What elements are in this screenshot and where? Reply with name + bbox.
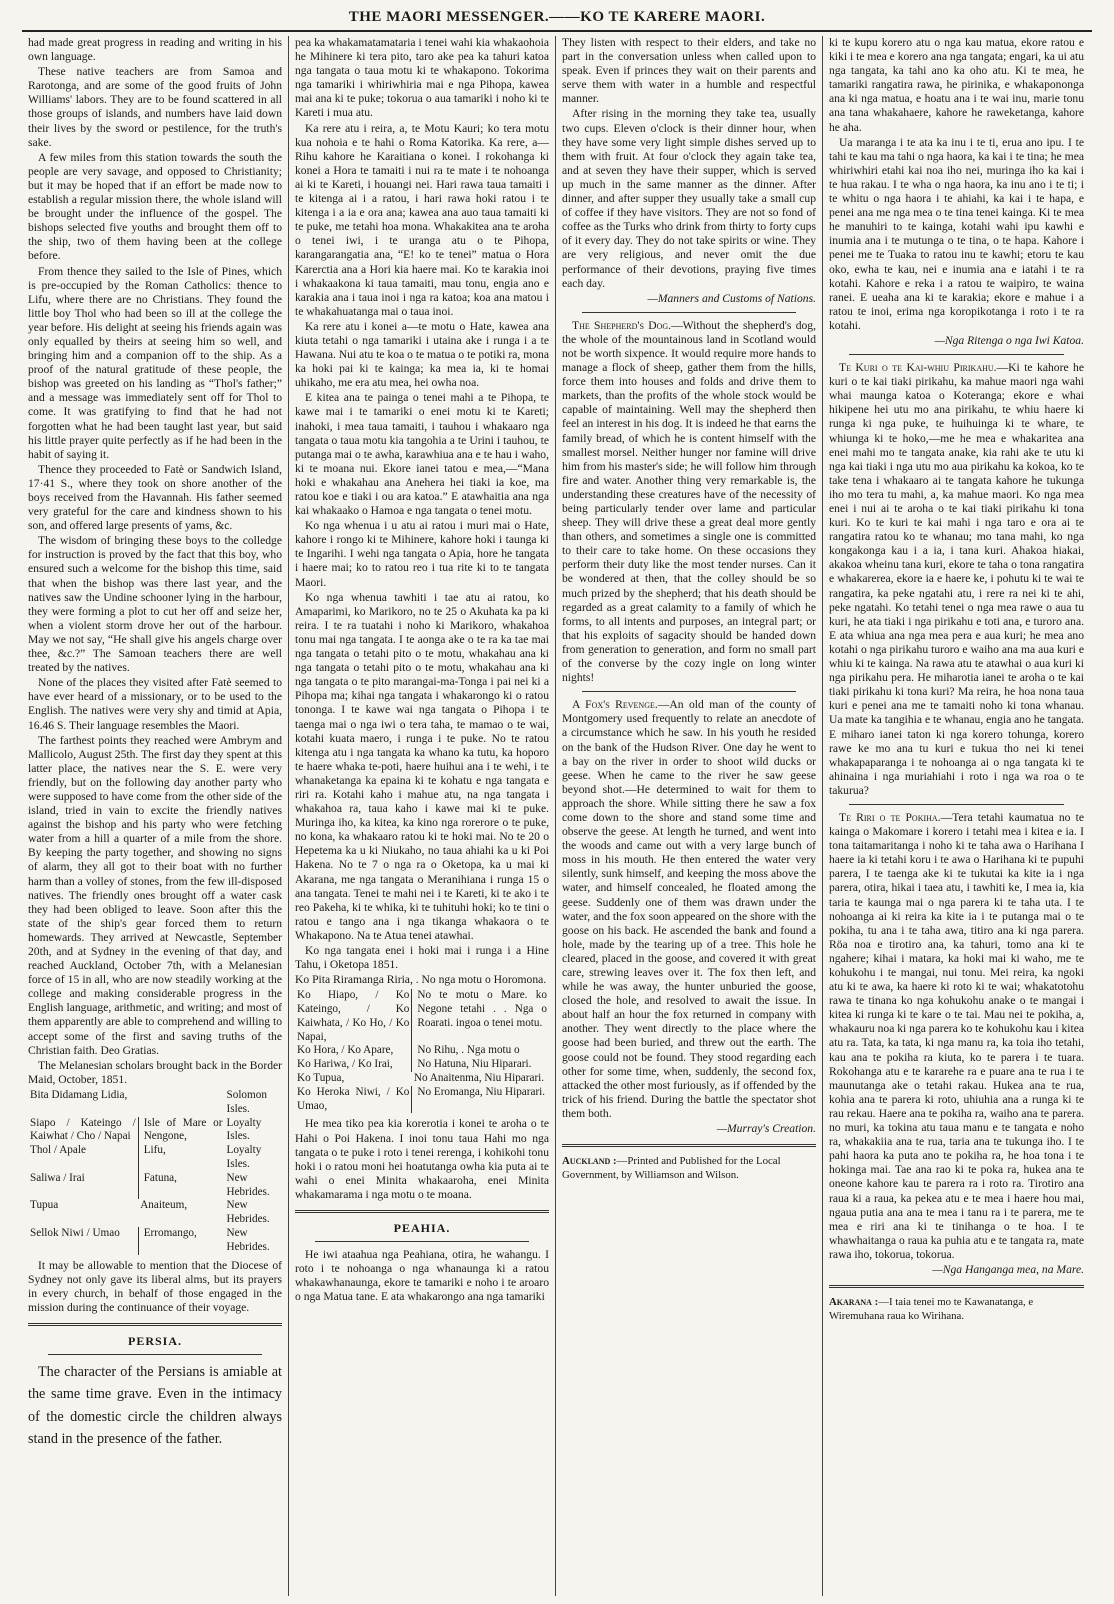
group-origin: No te motu o Mare. ko Negone tetahi . . Nga o Roarati. ingoa o tenei motu. <box>412 989 549 1044</box>
story-title: The Shepherd's Dog. <box>572 318 672 332</box>
group-origin: No Hatuna, Niu Hiparari. <box>412 1058 549 1072</box>
section-heading-persia: PERSIA. <box>127 1333 182 1348</box>
paragraph: The farthest points they reached were Ambrym and Mallicolo, August 25th. The first day they spent at this latter place, the natives near the S. E. were very friendly, but on the following day another party who were supposed to have come from the other side of the island, tried in vain to excite the friendly natives against the bishop and his party who were fetching water from a hill a quarter of a mile from the shore. By keeping the party together, and showing no signs of alarm, they all got to their boat with no further harm than a volley of stones, from the few ill-disposed natives. The friendly ones brought off a water cask they had been obliged to leave. Soon after this the state of the ship's gear forced them to return homewards. They arrived at Newcastle, September 20th, and at Sydney in the evening of that day, and reached Auckland, October 7th, with a Melanesian force of 15 in all, who are now steadily working at the college and making considerable progress in the English language, arithmetic, and writing; and most of them apparently are able to comprehend and willing to accept some of the first and saving truths of the Christian faith. Deo Gratias. <box>28 733 282 1057</box>
imprint-text: —Printed and Published for the Local Government, by Williamson and Wilson. <box>562 1155 781 1181</box>
divider <box>849 804 1064 805</box>
paragraph: had made great progress in reading and writing in his own language. <box>28 36 282 64</box>
paragraph: Ua maranga i te ata ka inu i te ti, erua ano ipu. I te tahi te kau ma tahi o nga haora, ka kai i te tina; he mea whiriwhiri etahi kai noa iho nei, muringa iho ka kai i te hua rakau. I te wha o nga haora, ka inu ano i te ti; i te whitu o nga haora i te ahiahi, ka kai i te hapa, e penei ana me nga mea o te tina tenei kainga. Ki te mea he manuhiri to te kainga, kotahi wahi ipu kawhi e inumia ana i te mutunga o te tina, o te hapa. Kahore i penei me te Tuaka to ratou inu te kawhi; etoru te kau oko, ewha te kau, nei e inumia ana e iatahi i te ra kotahi. Kahore e reka i a ratou te waipiro, te waina ranei. E ueaha ana ki te karakia; ekore e mahue i a ratou te inoi, erima nga koropikotanga i roto i te ra kotahi. <box>829 135 1084 332</box>
table-row <box>295 1072 549 1086</box>
table-row <box>28 1227 282 1255</box>
scholar-place: Erromango, <box>138 1227 224 1255</box>
paragraph: They listen with respect to their elders, and take no part in the conversation unless when called upon to speak. Even if princes they wait on their parents and serve them with water in a humble and respectful manner. <box>562 36 816 106</box>
divider <box>295 1210 549 1213</box>
imprint <box>829 1296 1084 1323</box>
paragraph: It may be allowable to mention that the Diocese of Sydney not only gave its liberal alms, but its prayers in every church, in behalf of those engaged in the mission during the continuance of their voyage. <box>28 1258 282 1314</box>
paragraph: Ko nga whenua tawhiti i tae atu ai ratou, ko Amaparimi, ko Marikoro, no te 25 o Akuhata ka pa ki reira. I te ra tuatahi i noho ki Marikoro, whakahoa tonu mai nga tangata. I te aonga ake o te ra ka tae mai nga tangata o tetahi pito o te motu, whakahau ana ki nga tangata o tetahi pito o te motu, whakahau ana ki nga tangata o te pito marangai-ma-Tonga i pai nei ki a Pihopa ma; kihai nga tangata i whakarongo ki o ratou tononga. I te kawe wai nga tangata o Pihopa i te taenga mai o nga iwi o tera taha, te mamao o te wai, kotahi kuata maero, i runga i te puke. No te ratou kitenga atu i nga tangata ka whano ka tutu, ka hoporo te haere whaka te-poti, haere huihui ana i te wehi, i te whanaketanga ka epaina ki te kohatu e nga tangata e riri ra. Kotahi kaho i mahue atu, na nga tangata i whakahoa ra, taua kaho i kawe mai ki te puke. Muringa iho, ka kitea, ka kino nga rorerore o te puke, no kona, ka whakaaro ratou ki te hoki mai. No te 20 o Hepetema ka u ki Niukaho, no taua ahiahi ka u ki Poi Hakena. No te 7 o nga ra o Oketopa, ka u mai ki Akarana, me nga tangata o Meranihiana i runga 15 o ana tangata. Tenei te mahi nei i te Kareti, ki te ako i te reo Pakeha, ki te whika, ki te tuhituhi hoki; ko te tini o ratou e tango ana i nga tikanga whakaora o te Whakapono. Na te Atua tenei atawhai. <box>295 590 549 942</box>
divider <box>28 1323 282 1326</box>
paragraph: Ka rere atu i konei a—te motu o Hate, kawea ana kiuta tetahi o nga tamariki i utaina ake i runga i a te Hawana. Nui atu te koa o te matua o te potiki ra, mona ka hoki pai ki te kainga; ka mea ia, ki te homai uhikaho, me era atu mea, hei owha noa. <box>295 319 549 390</box>
divider <box>829 1285 1084 1288</box>
scholar-region: New Hebrides. <box>226 1226 270 1253</box>
scholars-table <box>28 1089 282 1255</box>
paragraph: Ka rere atu i reira, a, te Motu Kauri; ko tera motu kua nohoia e te hahi o Roma Katorika. Ka rere, a—Rihu kahore he Karaitiana o konei. I rokohanga ki konei a Hora te tamaiti i nui ra te mate i te nohoanga ai ki te Kareti, i houangi nei. Hari rawa taua tamaiti i te kitenga ai i a ratou, i hari rawa hoki ratou i te kitenga i a ia e ora ana; kawea ana auo taua tamaiti ki te puke, me tetahi hoa mona. Whakakitea ana te aroha o tenei iwi, i te uranga atu o te Pihopa, karangarangatia ana, “E! ko te tenei” matua o Hora Karerctia ana a Hori kia haere mai. Ko te karakia inoi i whakaakona ki taua tamaiti, mau tonu, engia ano e karakia ana i taua inoi i nga ra katoa; koa ana matou i te whakahuatanga mai o taua inoi. <box>295 121 549 318</box>
scholar-names: Sellok Niwi / Umao <box>30 1226 120 1239</box>
columns <box>22 36 1092 1596</box>
paragraph: E kitea ana te painga o tenei mahi a te Pihopa, te kawe mai i te tamariki o enei motu ki te Kareti; inahoki, i mea taua tamaiti, i tauhou i whakaaro nga tangata o taua motu kia tangohia a te Urini i tauhou, te putanga mai o te awha, karawhiua ana e te hau i waho, ki te moana nui. Ekore ianei tatou e mea,—“Mana hoki e whakahau ana Anehera hei tiaki ia koe, ma ratou koe e tiaki i ou ara katoa.” E atawhaitia ana nga kai whakaako o Hamoa e nga tangata o tenei motu. <box>295 391 549 518</box>
divider <box>315 1241 529 1242</box>
paragraph: Thence they proceeded to Fatè or Sandwich Island, 17·41 S., where they took on shore another of the boys received from the Havannah. His father seemed very grateful for the care and kindness shown to his son, and offered large presents of yams, &c. <box>28 462 282 533</box>
imprint-place: Akarana : <box>829 1296 879 1309</box>
column-4-maori-stories <box>823 36 1090 1596</box>
credit: —Manners and Customs of Nations. <box>647 291 816 305</box>
credit: —Murray's Creation. <box>716 1122 816 1136</box>
story-riri-pokiha <box>829 811 1084 1262</box>
group-names: Ko Heroka Niwi, / Ko Umao, <box>297 1085 410 1112</box>
story-title: Te Riri o te Pokiha. <box>839 810 941 824</box>
group-origin: No Rihu, . Nga motu o <box>412 1044 549 1058</box>
story-text: —Without the shepherd's dog, the whole of the mountainous land in Scotland would not be worth sixpence. It would require more hands to manage a flock of sheep, gather them from the hills, force them into houses and folds and drive them to markets, than the profits of the whole stock would be capable of maintaining. Well may the shepherd then feel an interest in his dog. It is indeed he that earns the family bread, of which he is content himself with the smallest morsel. Neither hunger nor famine will drive him from his master's side; he will follow him through fire and water. Another thing very remarkable is, the understanding these creatures have of the necessity of being particularly tender over lame and particular sheep. They will drive these a great deal more gently than others, and sometimes a single one is committed to their care to take home. On these occasions they perform their duty like the most tender nurses. Can it be wondered at then, that the colley should be so much prized by the shepherd; that his death should be regarded as a great calamity to a family of which he forms, to all intents and purposes, an integral part; or that his exploits of sagacity should be handed down from generation to generation, and form no small part of the converse by the cozy ingle on long winter nights! <box>562 318 816 685</box>
story-title: Te Kuri o te Kai-whiu Pirikahu. <box>839 361 997 375</box>
scholar-region: Solomon Isles. <box>226 1088 267 1115</box>
scholar-place: Anaiteum, <box>140 1199 188 1212</box>
column-3-english-stories <box>556 36 823 1596</box>
story-text: —Tera tetahi kaumatua no te kainga o Makomare i korero i tetahi mea i kitea e ia. I tona taitamaritanga i noho ki te taha awa o Harihana I haere ia ki tetahi koru i te awa o Harihana ki te pupuhi parera, I te taenga ake ki te tukutai ka kite ia i nga parera, otira, hikai i taea atu, i tawhiti ke, I mea ia, kia taria te kaunga mai o nga parera ki te taha uta. I te nohoanga ai ki reira ka kite ia i te putanga mai o te pokiha, tu ana i te taha awa, titiro ana ki nga parera. Röa noa e tirotiro ana, ka tahuri, tomo ana ki te ngahere; kihai i matara, ka hoki mai ki waho, me te kohukohu i te mangai, nui tonu. Mei reira, ka ngoki atu ki te awa, ka haere ki roto ki te wai; whakatotohu rawa te tinana ko nga kohukohu anake o te mangai i kitea ki runga ki te kare o te tai. Mau nei te pokiha, a, whakauru noa ki nga parera ko te kohukohu kau i kitea atu ra. Tata, ka tata, ki nga manu ra, ka toia iho tetahi, kau ana te pokiha ra kiuta, ko te parera i te tuara. Rokohanga atu e te kararehe ra e puare ana te rua i te maunutanga ake o tetahi rakau. Hukea ana te rua, kohia ana te parera ki roto, uhiuhia ana a runga ki te rau rekau. Haere ana te pokiha ra, waiho ana te parera. no muri, ka tokina atu taua manu e te tangata e noho ra, whakakiia ana te rua, taria ana te tukunga iho. I te pahi haora ka puta ano te pokiha ra, he hoa tona i te hokinga mai. Tae ana rao ki te poka ra, hukea ana te oneone kahore kau te parera ra i roto ra. Tirotiro ana raua ki a raua, ka pekea atu e te mea i haere hou mai, ngaua putia ana ana te mea i tanu ra i te parera, me te mea e riri ana ki te tinihanga o te hoa. I te whawhaitanga o raua ka puhia atu e te tangata ra, mate rawa iho, tokorua, tokorua. <box>829 810 1084 1261</box>
paragraph: The wisdom of bringing these boys to the colledge for instruction is proved by the fact that this boy, who ensured such a welcome for the bishop this time, said that when the bishop was there last year, and the natives saw the Undine schooner lying in the harbour, they were forming a plot to cut her off and seize her, when a violent storm drove her out of the harbour. May we not say, “He shall give his angels charge over thee, &c.?” The Samoan teachers there are well treated by the natives. <box>28 534 282 675</box>
column-1-english-mission <box>22 36 289 1596</box>
divider <box>562 1144 816 1147</box>
credit: —Nga Ritenga o nga Iwi Katoa. <box>934 333 1084 347</box>
table-row <box>28 1144 282 1172</box>
table-row <box>28 1172 282 1200</box>
divider <box>48 1354 262 1355</box>
paragraph: These native teachers are from Samoa and Rarotonga, and are some of the good fruits of John Williams' labors. They are to be found scattered in all those groups of islands, and numbers have laid down their lives by the sword or pestilence, for the truth's sake. <box>28 65 282 149</box>
table-row <box>295 989 549 1044</box>
imprint-text: —I taia tenei mo te Kawanatanga, e Wiremuhana raua ko Wirihana. <box>829 1296 1034 1322</box>
story-title: A Fox's Revenge. <box>572 698 658 712</box>
scholar-names: Saliwa / Irai <box>30 1171 85 1184</box>
divider <box>582 691 796 692</box>
paragraph: Ko nga whenua i u atu ai ratou i muri mai o Hate, kahore i rongo ki te Mihinere, kahore hoki i taunga ki te Ingarihi. I wehi nga tangata o Apia, hore he tangata i haere mai; ko to ratou reo i tua rite ki to te tangata Maori. <box>295 519 549 589</box>
table-row <box>295 1058 549 1072</box>
scholar-names: Siapo / Kateingo / Kaiwhat / Cho / Napai <box>30 1116 136 1143</box>
group-names: Ko Hora, / Ko Apare, <box>297 1044 394 1057</box>
scholar-region: Loyalty Isles. <box>226 1116 262 1143</box>
paragraph: Ko nga tangata enei i hoki mai i runga i a Hine Tahu, i Oketopa 1851. <box>295 944 549 972</box>
paragraph: The Melanesian scholars brought back in the Border Maid, October, 1851. <box>28 1058 282 1086</box>
scholar-place <box>138 1089 224 1117</box>
divider <box>582 312 796 313</box>
group-names: Ko Hiapo, / Ko Kateingo, / Ko Kaiwhata, / Ko Ho, / Ko Napai, <box>297 989 410 1043</box>
scholar-names: Thol / Apale <box>30 1144 86 1157</box>
group-origin: No Eromanga, Niu Hiparari. <box>412 1086 549 1114</box>
scholar-region: New Hebrides. <box>226 1171 270 1198</box>
scholar-place: Lifu, <box>138 1144 224 1172</box>
table-row <box>28 1089 282 1117</box>
scholar-place: Isle of Mare or Nengone, <box>138 1117 224 1145</box>
group-names: Ko Tupua, <box>297 1072 345 1085</box>
paragraph: He mea tiko pea kia korerotia i konei te aroha o te Hahi o Poi Hakena. I inoi tonu taua Hahi mo nga tangata o te puke i roto i tenei rerenga, i kohikohi tonu hoki i o ratou moni hei hoatutanga owha kia puta ai te wahi o enei Minita whakaaroha, enei Minita whakamarama i nga motu o te moana. <box>295 1117 549 1201</box>
imprint-place: Auckland : <box>562 1155 617 1168</box>
story-text: —An old man of the county of Montgomery used frequently to relate an anecdote of a circumstance which he saw. In his youth he resided on the bank of the Hudson River. One day he went to a bay on the river in order to shoot wild ducks or geese. When he came to the river he saw geese beyond shot.—He determined to wait for them to approach the shore. While sitting there he saw a fox come down to the shore and stand some time and observe the geese. At length he turned, and went into the woods and came out with a very large bunch of moss in his mouth. He then entered the water very silently, sunk himself, and keeping the moss above the water, and himself concealed, he floated among the geese. Suddenly one of them was drawn under the water, and the fox soon appeared on the shore with the goose on his back. He ascended the bank and found a hole, made by the tearing up of a tree. This hole he cleared, placed in the goose, and covered it with great care, strewing leaves over it. The fox then left, and while he was away, the hunter unburied the goose, closed the hole, and resolved to await the issue. In about half an hour the fox returned in company with another. They went directly to the place where the goose had been buried, and threw out the earth. The goose could not be found. They stood regarding each other for some time, when, suddenly, the second fox, attacked the other most furiously, as if offended by the trick of his friend. During the battle the spectator shot them both. <box>562 698 816 1120</box>
group-origin: No Anaitenma, Niu Hiparari. <box>413 1072 545 1085</box>
story-shepherds-dog <box>562 319 816 685</box>
masthead: THE MAORI MESSENGER.——KO TE KARERE MAORI. <box>22 8 1092 32</box>
scholar-region: New Hebrides. <box>226 1199 270 1226</box>
paragraph: He iwi ataahua nga Peahiana, otira, he wahangu. I roto i te nohoanga o nga whanaunga ki a ratou whakawhanaunga, ekore te tamariki e noho i te aroaro o nga Matua tane. E ata whakarongo ana nga tamariki <box>295 1248 549 1304</box>
story-fox-revenge <box>562 698 816 1121</box>
scholar-names: Tupua <box>30 1199 59 1212</box>
column-2-maori-mission <box>289 36 556 1596</box>
group-names: Ko Hariwa, / Ko Irai, <box>297 1058 393 1071</box>
names-heading: Ko Pita Riramanga Riria, . No nga motu o Horomona. <box>295 973 547 987</box>
table-row <box>295 1044 549 1058</box>
paragraph: ki te kupu korero atu o nga kau matua, ekore ratou e kiki i te mea e korero ana nga tangata; engari, ka ui atu nga tangata, ka tahi ano ka oho atu. Ki te mea, he tamariki rangatira rawa, he pirinika, e whakapononga ana ki nga matua, e hoatu ana i te wai inu, marie tonu ana tana whakahaere, kahore he raweketanga, kahore he aha. <box>829 36 1084 134</box>
paragraph: From thence they sailed to the Isle of Pines, which is pre-occupied by the Roman Catholics: thence to Lifu, where there are no Christians. They found the little boy Thol who had been so ill at the college the year before. His delight at seeing his friends again was only equalled by theirs at seeing him so well, and bringing him and a companion off to the ship. As a proof of the natural gratitude of these people, the bishop was greeted on his landing as “Thol's father;” and a message was immediately sent off for Thol to come. It was gratifying to find that he had not forgotten what he had been taught last year, but said his little prayer quite perfectly as if he had been in the habit of saying it. <box>28 264 282 461</box>
divider <box>849 354 1064 355</box>
story-text: —Ki te kahore he kuri o te kai tiaki pirikahu, ka mahue maori nga wahi whai maunga katoa o Koteranga; ekore e whai hikipene hei utu mo ana pirikahu, te whiu haere ki runga ki nga puke, te huihuinga ki te whare, te whiunga ki te hoko,—me he mea e whakaritea ana enei mahi mo te tangata anake, kia rahi ake te utu ki nga kai tiaki i nga utu mo aua pirikahu ka kokoa, ko te take tena i whakaaro ai te tangata kahore he tukunga iho mo tera tu mahi, a, ka mahue maori. Ko nga mea enei i nui ai te aroha o te kai tiaki pirikahu ki tona kuri. Ko te kuri te kai mahi i nga taro e ora ai te rangatira ratou ko te whanau; mo tana mahi, ko nga kongakonga kau i a ia, i tana kuri. Ahakoa hiakai, akakoa wheinu tana kuri, ekore te taha o tona rangatira e whakarerea, ekore ia e haere ke, i pohutu ki te wai te rangatira, ka peke ngatahi atu, i rere ra nei ki te ahi, peke ngatahi. Ko tetahi tenei o nga mea rawe o aua tu kuri, he ata tiaki i nga pirikahu e toti ana, e turoro ana. E ata whiua ana nga mea pera e aua kuri; he mea ano kotahi o nga pirikahu turoro e waiho ana ma aua kuri e whiu ki te kainga. Na rawa atu te atawhai o aua kuri ki nga pirikahu pera. He miharotia ianei te aroha o te kai tiaki pirikahu ki tona kuri? Ma reira, he hoa nona taua kuri e penei ana me te tamaiti noho ki tona whanau. Ua mate ka tangihia e te whanau, engia ano he tangata. E miharo ianei taton ki nga korero tohunga, korero rawe ke mo ana tu kuri e tukua tho nei ki tenei whakapaparanga i te nohoanga ai o nga tangata ki te ahinaina i nga muriahiahi i roto i nga wa roa o te takurua? <box>829 361 1084 797</box>
scholar-region: Loyalty Isles. <box>226 1144 262 1170</box>
section-heading-peahia: PEAHIA. <box>393 1221 451 1236</box>
paragraph: After rising in the morning they take tea, usually two cups. Eleven o'clock is their dinner hour, when they have some very light simple dishes served up to them with fruit. At four o'clock they again take tea, and at seven they have their supper, which is served up much in the same manner as the dinner. After dinner, and after supper they usually take a small cup of coffee if they have visitors. They are not so fond of coffee as the Turks who drink from thirty to forty cups of it every day. They do not take spirits or wine. They are very religious, and never omit the due performance of their devotions, praying five times each day. <box>562 107 816 290</box>
story-kuri <box>829 361 1084 798</box>
names-table <box>295 989 549 1113</box>
imprint <box>562 1155 816 1182</box>
table-row <box>28 1199 282 1227</box>
table-row <box>28 1117 282 1145</box>
scholar-names: Bita Didamang Lidia, <box>30 1088 128 1101</box>
paragraph: The character of the Persians is amiable at the same time grave. Even in the intimacy of the domestic circle the children always stand in the presence of the father. <box>28 1363 282 1448</box>
paragraph: None of the places they visited after Fatè seemed to have ever heard of a missionary, or to be used to the English. The natives were very shy and timid at Apia, 16.46 S. Their language resembles the Maori. <box>28 676 282 732</box>
paragraph: A few miles from this station towards the south the people are very savage, and opposed to Christianity; but it may be hoped that if an effort be made now to establish a regular mission there, the whole island will be brought under the influence of the gospel. The bishops selected five youths and brought them off to the ship, two of them having been at the college before. <box>28 150 282 263</box>
table-row <box>295 1086 549 1114</box>
paragraph: pea ka whakamatamataria i tenei wahi kia whakaohoia he Mihinere ki tera pito, taro ake pea ka tahuri katoa nga tangata o taua motu ki te whakapono. Tokorima nga tamariki i whiriwhiria mai e nga Pihopa, kawea mai ana ki te puke; tokorua o aua tamariki i noho ki te Kareti i mua atu. <box>295 36 549 120</box>
credit: —Nga Hanganga mea, na Mare. <box>932 1262 1084 1276</box>
scholar-place: Fatuna, <box>138 1172 224 1200</box>
